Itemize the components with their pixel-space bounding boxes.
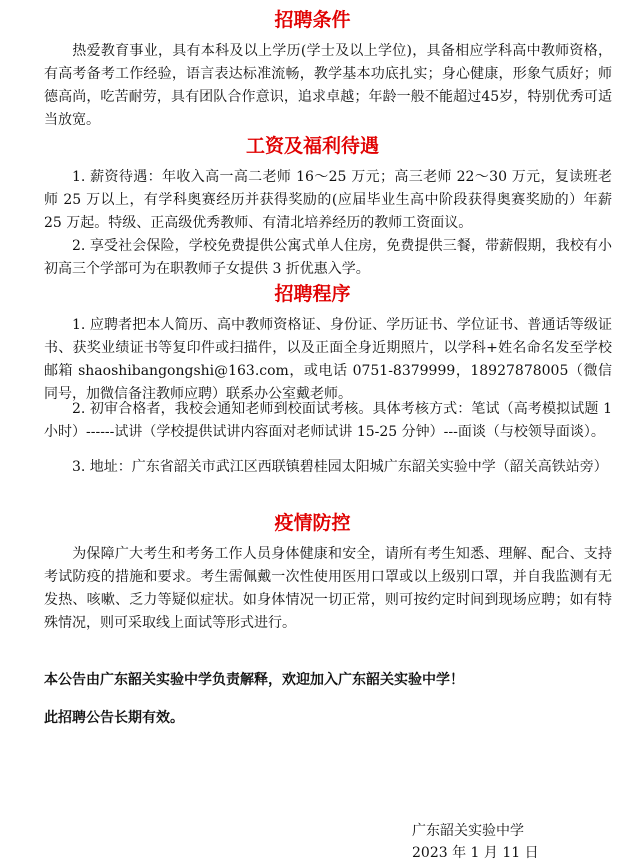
signature-school: 广东韶关实验中学 <box>412 823 524 839</box>
conditions-paragraph: 热爱教育事业，具有本科及以上学历(学士及以上学位)，具备相应学科高中教师资格，有高考备考工作经验，语言表达标准流畅，教学基本功底扎实；身心健康，形象气质好；师德高尚，吃苦耐劳，具有团队合作意识，追求卓越；年龄一般不能超过45岁，特别优秀可适当放宽。 <box>44 43 612 128</box>
salary-item-2: 2. 享受社会保险，学校免费提供公寓式单人住房，免费提供三餐，带薪假期，我校有小初高三个学部可为在职教师子女提供 3 折优惠入学。 <box>44 238 612 277</box>
salary-item-1: 1. 薪资待遇：年收入高一高二老师 16～25 万元；高三老师 22～30 万元，复读班老师 25 万以上，有学科奥赛经历并获得奖励的(应届毕业生高中阶段获得奥赛奖励的）年薪 25 万起。特级、正高级优秀教师、有清北培养经历的教师工资面议。 <box>44 169 612 231</box>
heading-conditions: 招聘条件 <box>274 9 351 31</box>
interpretation-note: 本公告由广东韶关实验中学负责解释，欢迎加入广东韶关实验中学！ <box>44 672 464 688</box>
procedure-item-1: 1. 应聘者把本人简历、高中教师资格证、身份证、学历证书、学位证书、普通话等级证书、获奖业绩证书等复印件或扫描件，以及正面全身近期照片，以学科+姓名命名发至学校邮箱 shaoshibangongshi@163.com，或电话 0751-8379999，18927878005（微信同号，加微信备注教师应聘）联系办公室戴老师。 <box>44 317 612 402</box>
procedure-item-3: 3. 地址：广东省韶关市武江区西联镇碧桂园太阳城广东韶关实验中学（韶关高铁站旁） <box>72 459 608 475</box>
epidemic-paragraph: 为保障广大考生和考务工作人员身体健康和安全，请所有考生知悉、理解、配合、支持考试防疫的措施和要求。考生需佩戴一次性使用医用口罩或以上级别口罩，并自我监测有无发热、咳嗽、乏力等疑似症状。如身体情况一切正常，则可按约定时间到现场应聘；如有特殊情况，则可采取线上面试等形式进行。 <box>44 546 612 631</box>
validity-note: 此招聘公告长期有效。 <box>44 710 184 726</box>
heading-epidemic: 疫情防控 <box>274 512 351 534</box>
heading-procedure: 招聘程序 <box>274 283 351 305</box>
signature-date: 2023 年 1 月 11 日 <box>412 845 539 861</box>
heading-salary: 工资及福利待遇 <box>245 135 379 157</box>
procedure-item-2: 2. 初审合格者，我校会通知老师到校面试考核。具体考核方式：笔试（高考模拟试题 1 小时）------试讲（学校提供试讲内容面对老师试讲 15-25 分钟）---面谈（与校领导面谈）。 <box>44 401 612 440</box>
